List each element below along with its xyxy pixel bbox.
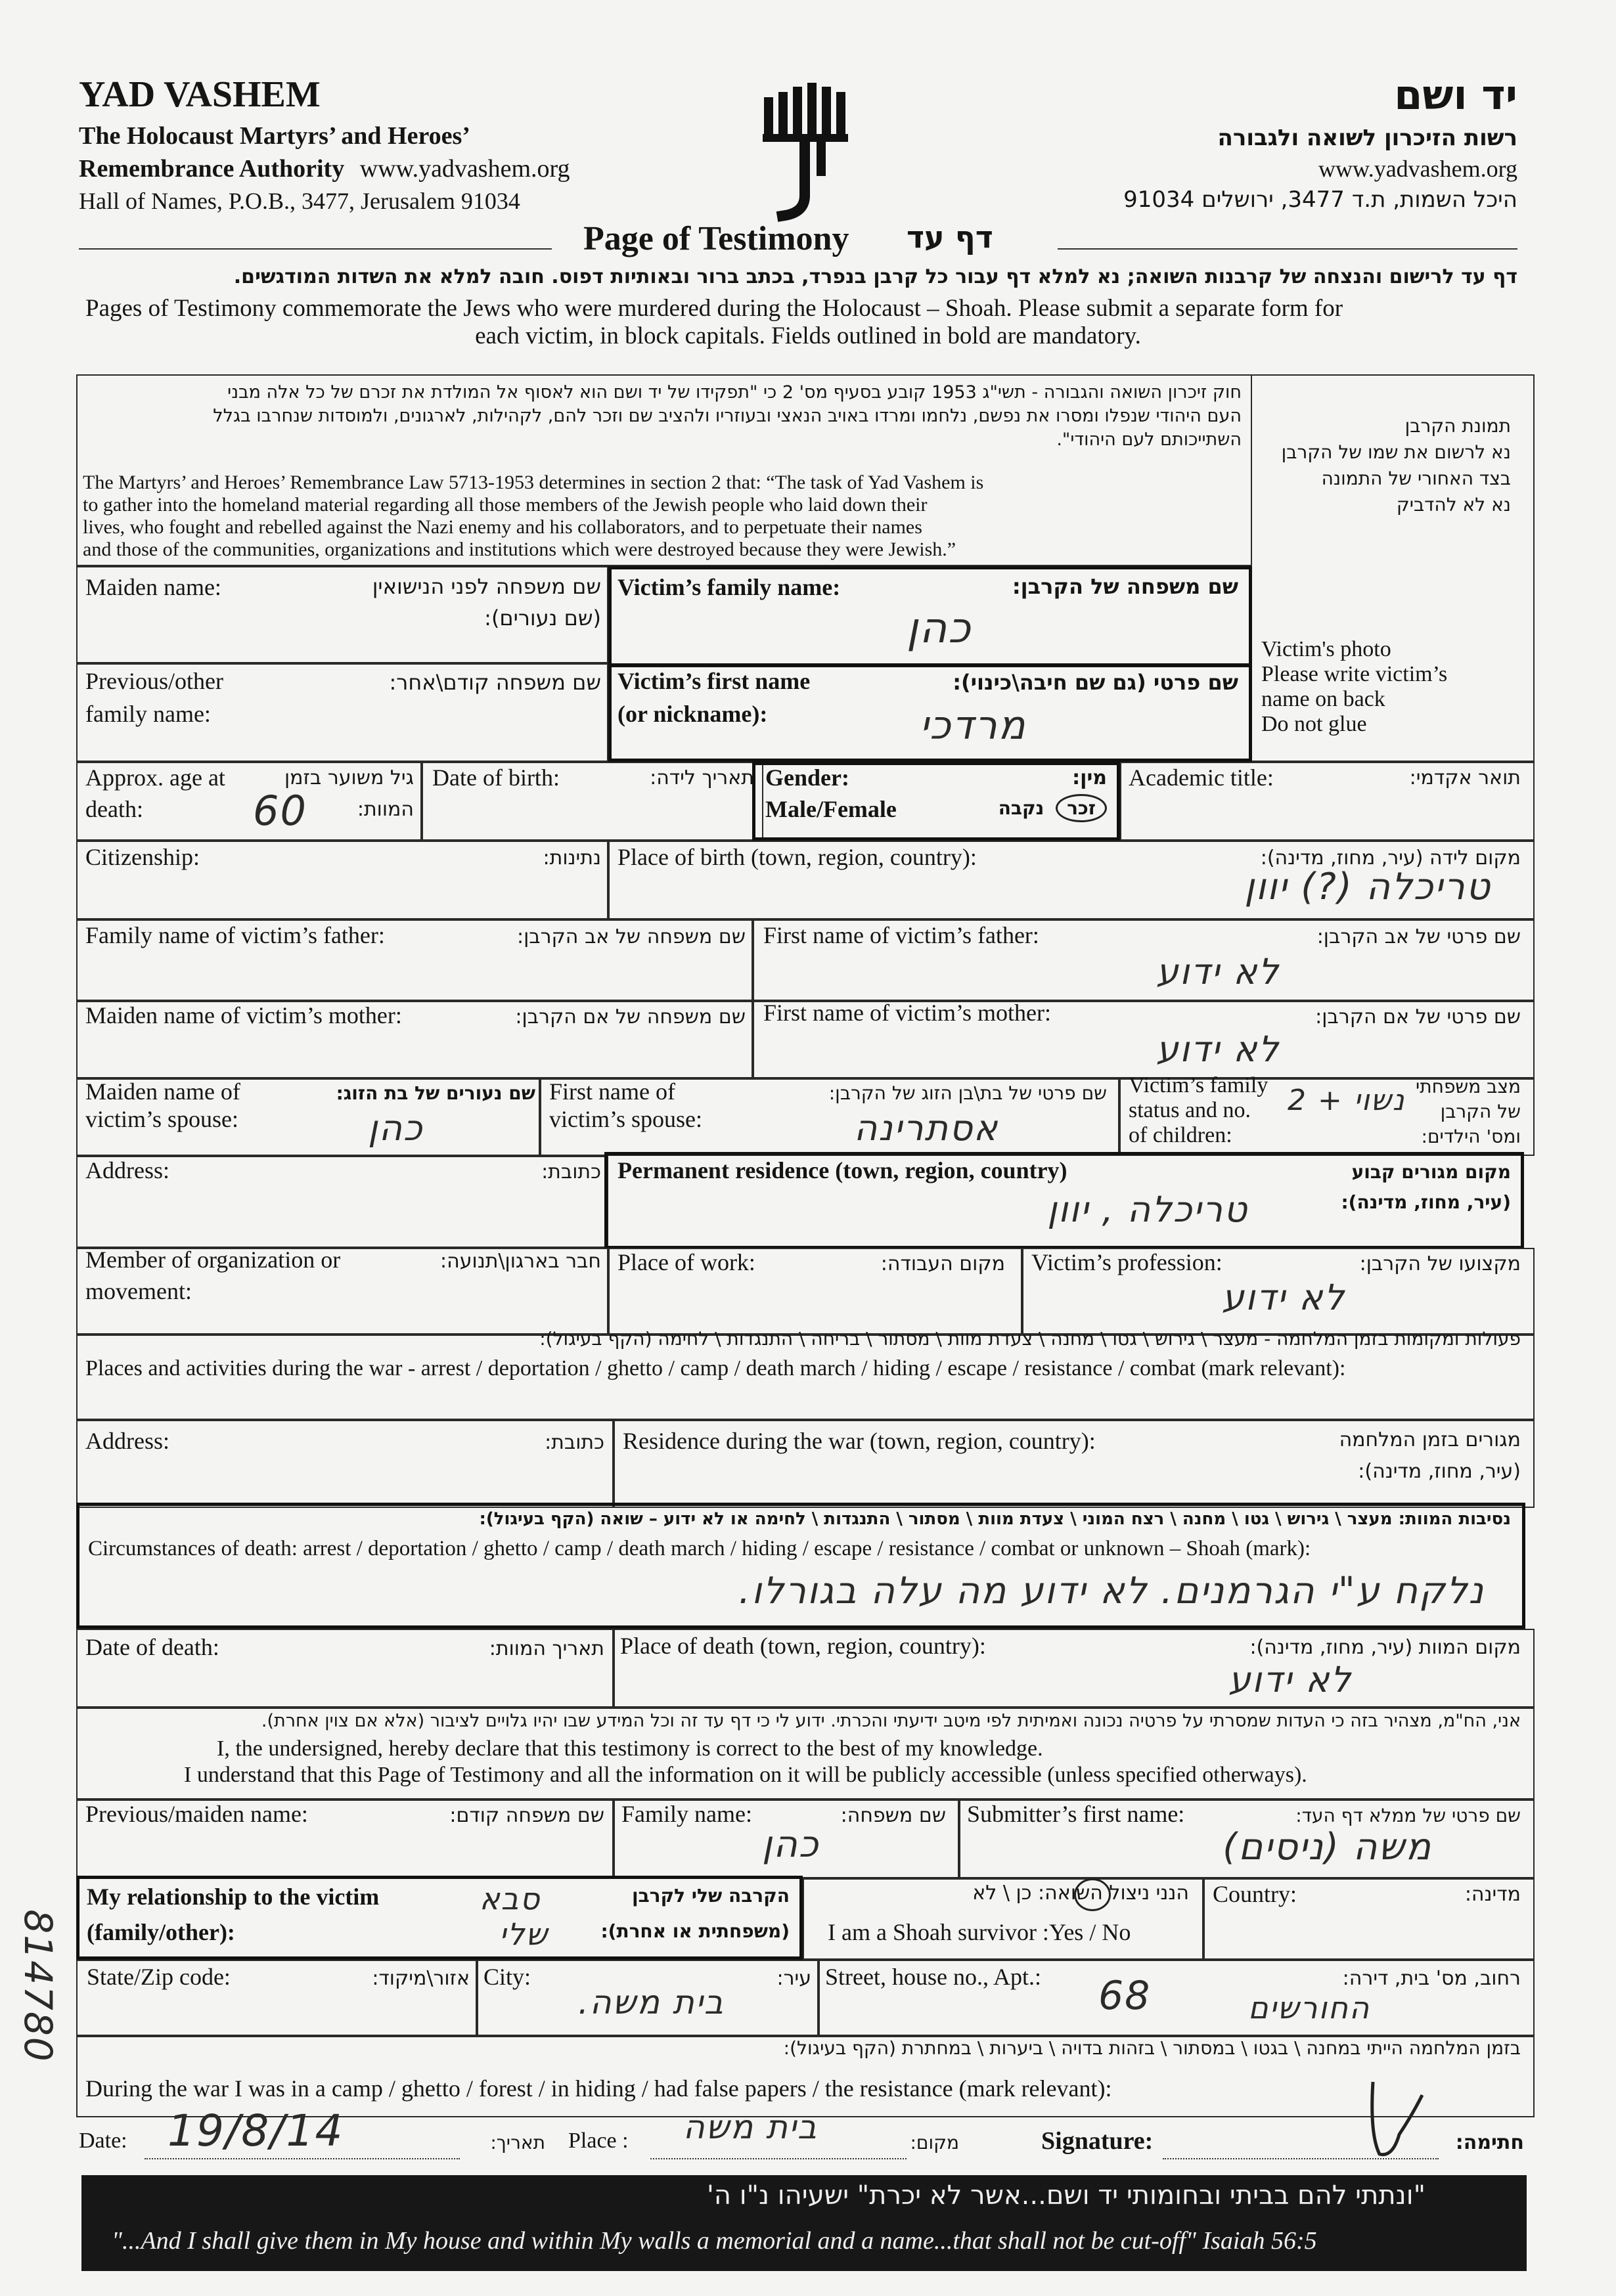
death-circumstances-en (88, 1534, 1311, 1563)
address-he: היכל השמות, ת.ד 3477, ירושלים 91034 (1123, 187, 1517, 213)
profession-label: Victim’s profession: (1031, 1249, 1223, 1275)
family-name-label: Victim’s family name: (617, 574, 841, 600)
age-label-1: Approx. age at (85, 764, 225, 791)
city-label: City: (483, 1964, 531, 1990)
academic-label: Academic title: (1129, 764, 1274, 791)
spouse-first-label-2: victim’s spouse: (549, 1106, 702, 1132)
family-status-label-3: of children: (1129, 1123, 1232, 1147)
organization-label-2: movement: (85, 1278, 192, 1304)
citizenship-he: נתינות: (543, 847, 601, 870)
street-label: Street, house no., Apt.: (825, 1964, 1041, 1990)
organization-label-1: Member of organization or (85, 1247, 341, 1273)
war-residence-he-2: (עיר, מחוז, מדינה): (1358, 1460, 1521, 1483)
law-en-4: and those of the communities, organizations and institutions which were destroyed because they were Jewish.” (83, 539, 956, 560)
spouse-maiden-label-1: Maiden name of (85, 1078, 240, 1105)
prev-family-label-1: Previous/other (85, 668, 223, 694)
residence-label: Permanent residence (town, region, country) (617, 1157, 1067, 1183)
relationship-he-2: (משפחתית או אחרת): (600, 1920, 790, 1942)
law-en-3: lives, who fought and rebelled against the Nazi enemy and his collaborators, and to perpetuate their names (83, 516, 922, 538)
family-status-he-1: מצב משפחתי (1415, 1076, 1521, 1097)
mother-maiden-he: שם משפחה של אם הקרבן: (515, 1005, 746, 1028)
page-title-en: Page of Testimony (583, 220, 849, 257)
academic-he: תואר אקדמי: (1409, 766, 1521, 789)
war-address-he: כתובת: (545, 1431, 604, 1454)
profession-value: לא ידוע (1222, 1277, 1346, 1318)
death-place-label: Place of death (town, region, country): (620, 1633, 986, 1659)
city-he: עיר: (776, 1967, 811, 1990)
title-rule-left (79, 248, 552, 250)
photo-he-3: בצד האחורי של התמונה (1321, 468, 1511, 489)
death-circumstances-en-text: Circumstances of death: arrest / deportation / ghetto / camp / death march / hiding / escape / resistance / combat or unknown – Shoah (mark): (88, 1537, 1311, 1560)
profession-he: מקצועו של הקרבן: (1359, 1252, 1521, 1275)
gender-male-option[interactable]: זכר (1056, 794, 1107, 822)
submitter-prev-label: Previous/maiden name: (85, 1801, 308, 1827)
relationship-label-2: (family/other): (87, 1919, 235, 1945)
residence-he-2: (עיר, מחוז, מדינה): (1341, 1191, 1511, 1213)
title-rule-right (1058, 248, 1517, 250)
relationship-value-1: סבא (480, 1881, 541, 1916)
date-he: תאריך: (490, 2132, 545, 2153)
address-label: Address: (85, 1157, 169, 1183)
family-name-value: כהן (907, 604, 972, 653)
survivor-en: I am a Shoah survivor :Yes / No (828, 1919, 1131, 1945)
zip-he: אזור\מיקוד: (372, 1967, 470, 1990)
place-value: בית משה (683, 2108, 818, 2146)
spouse-maiden-label-2: victim’s spouse: (85, 1106, 238, 1132)
place-line (650, 2158, 907, 2159)
date-value: 19/8/14 (168, 2106, 344, 2156)
place-label: Place : (568, 2129, 629, 2153)
maiden-name-label: Maiden name: (85, 574, 221, 600)
family-status-value: נשוי + 2 (1288, 1084, 1406, 1117)
death-date-label: Date of death: (85, 1634, 219, 1660)
war-address-label: Address: (85, 1428, 169, 1454)
yad-vashem-logo (759, 77, 857, 229)
intro-en-1: Pages of Testimony commemorate the Jews who were murdered during the Holocaust – Shoah. Please submit a separate form for (85, 295, 1343, 322)
age-he-2: המוות: (357, 798, 414, 821)
residence-value: טריכלה , יוון (1047, 1189, 1248, 1230)
signature-label: Signature: (1041, 2127, 1154, 2155)
intro-he: דף עד לרישום והנצחה של קרבנות השואה; נא למלא דף עבור כל קרבן בנפרד, בכתב ברור ובאותיות דפוס. חובה למלא את השדות המודגשים. (233, 265, 1517, 288)
gender-label-2: Male/Female (765, 796, 897, 822)
maiden-name-he-2: (שם נעורים): (484, 606, 601, 630)
death-circumstances-he: נסיבות המוות: מעצר \ גירוש \ גטו \ מחנה \ רצח המוני \ צעדת מוות \ מסתור \ התנגדות \ לחימה או לא ידוע – שואה (הקף בעיגול): (479, 1509, 1511, 1529)
law-en-2: to gather into the homeland material regarding all those members of the Jewish people who laid down their (83, 494, 928, 516)
war-camp-en: During the war I was in a camp / ghetto / forest / in hiding / had false papers / the resistance (mark relevant): (85, 2075, 1112, 2102)
margin-archive-number: 814780 (16, 1909, 60, 2063)
intro-en-2: each victim, in block capitals. Fields outlined in bold are mandatory. (475, 322, 1141, 349)
declaration-he: אני, הח"מ, מצהיר בזה כי העדות שמסרתי על פרטיה נכונה ואמיתית לפי מיטב ידיעתי והכרתי. ידוע לי כי דף עד זה וכל המידע שבו יהיו גלויים לציבור (אלא אם צוין אחרת). (261, 1711, 1521, 1731)
authority-line-2-row (79, 154, 570, 183)
spouse-first-label-1: First name of (549, 1078, 675, 1105)
first-name-he: שם פרטי (גם שם חיבה\כינוי): (953, 670, 1238, 695)
gender-label-1: Gender: (765, 764, 849, 791)
birthplace-label: Place of birth (town, region, country): (617, 844, 977, 870)
war-residence-label: Residence during the war (town, region, country): (623, 1428, 1096, 1454)
spouse-maiden-he: שם נעורים של בת הזוג: (336, 1082, 535, 1104)
age-he-1: גיל משוער בזמן (284, 766, 414, 789)
war-camp-he: בזמן המלחמה הייתי במחנה \ בגטו \ במסתור \ בזהות בדויה \ ביערות \ במחתרת (הקף בעיגול): (783, 2037, 1521, 2059)
spouse-maiden-value: כהן (368, 1107, 424, 1149)
declaration-en-2: I understand that this Page of Testimony and all the information on it will be publicly accessible (unless specified otherways). (184, 1763, 1307, 1787)
address-he: כתובת: (541, 1160, 601, 1183)
residence-he-1: מקום מגורים קבוע (1351, 1161, 1511, 1183)
signature-he: חתימה: (1455, 2131, 1524, 2154)
spouse-first-value: אסתרינה (854, 1107, 999, 1149)
prev-family-label-2: family name: (85, 701, 211, 727)
submitter-first-label: Submitter’s first name: (967, 1801, 1185, 1827)
submitter-family-label: Family name: (621, 1801, 752, 1827)
death-place-value: לא ידוע (1228, 1659, 1353, 1700)
org-name-en: YAD VASHEM (79, 74, 321, 115)
law-he-1: חוק זיכרון השואה והגבורה - תשי"ג 1953 קובע בסעיף מס' 2 כי "תפקידו של יד ושם הוא לאסוף אל המולדת את זכרם של כל אלה מבני (227, 382, 1242, 403)
law-he-3: השתייכותם לעם היהודי". (1056, 430, 1242, 450)
organization-he: חבר בארגון\תנועה: (440, 1250, 601, 1273)
birthplace-he: מקום לידה (עיר, מחוז, מדינה): (1260, 847, 1521, 870)
age-label-2: death: (85, 796, 143, 822)
street-number-value: 68 (1098, 1973, 1152, 2019)
first-name-label-2: (or nickname): (617, 701, 768, 727)
law-he-2: העם היהודי שנפלו ומסרו את נפשם, נלחמו ומרדו באויב הנאצי ובעוזריו ולהציב שם וזכר להם, לקהילות, לארגונים, ולמוסדות שנחרבו בגלל (213, 406, 1242, 426)
photo-en-2: Please write victim’s (1261, 662, 1448, 686)
footer-quote-en: "...And I shall give them in My house and within My walls a memorial and a name...that shall not be cut-off" Isaiah 56:5 (112, 2227, 1317, 2255)
mother-first-value: לא ידוע (1156, 1028, 1280, 1070)
family-status-he-3: ומס' הילדים: (1421, 1126, 1521, 1147)
father-family-label: Family name of victim’s father: (85, 922, 385, 948)
war-residence-he-1: מגורים בזמן המלחמה (1339, 1428, 1521, 1451)
citizenship-label: Citizenship: (85, 844, 200, 870)
photo-en-1: Victim's photo (1261, 637, 1391, 661)
age-value: 60 (253, 787, 307, 835)
date-line (145, 2158, 460, 2159)
work-label: Place of work: (617, 1249, 755, 1275)
declaration-en-1: I, the undersigned, hereby declare that this testimony is correct to the best of my knowledge. (217, 1736, 1043, 1761)
mother-maiden-label: Maiden name of victim’s mother: (85, 1002, 402, 1028)
place-he: מקום: (910, 2132, 959, 2153)
family-status-he-2: של הקרבן (1440, 1101, 1521, 1122)
photo-he-1: תמונת הקרבן (1404, 415, 1511, 437)
relationship-label-1: My relationship to the victim (87, 1884, 380, 1910)
website-en: www.yadvashem.org (359, 155, 570, 183)
death-place-he: מקום המוות (עיר, מחוז, מדינה): (1249, 1636, 1521, 1659)
spouse-first-he: שם פרטי של בת\בן הזוג של הקרבן: (828, 1082, 1107, 1104)
birthplace-value: טריכלה (?) יוון (1244, 866, 1491, 908)
gender-options (999, 797, 1107, 819)
father-first-value: לא ידוע (1156, 951, 1280, 992)
father-first-he: שם פרטי של אב הקרבן: (1316, 925, 1521, 948)
prev-family-he: שם משפחה קודם\אחר: (389, 670, 601, 695)
photo-he-2: נא לרשום את שמו של הקרבן (1281, 441, 1511, 463)
relationship-value-2: שלי (499, 1916, 549, 1952)
country-he: מדינה: (1464, 1883, 1521, 1906)
death-date-he: תאריך המוות: (489, 1637, 604, 1660)
street-he: רחוב, מס' בית, דירה: (1342, 1967, 1521, 1990)
authority-line-1: The Holocaust Martyrs’ and Heroes’ (79, 122, 470, 150)
relationship-he-1: הקרבה שלי לקרבן (631, 1885, 790, 1907)
zip-label: State/Zip code: (87, 1964, 231, 1990)
war-places-en: Places and activities during the war - arrest / deportation / ghetto / camp / death march / hiding / escape / resistance / combat (mark relevant): (85, 1356, 1346, 1380)
father-family-he: שם משפחה של אב הקרבן: (516, 925, 746, 948)
footer-quote-he: "ונתתי להם בביתי ובחומותי יד ושם...אשר לא יכרת" ישעיהו נ"ו ה' (706, 2180, 1425, 2211)
death-circumstances-value: נלקח ע"י הגרמנים. לא ידוע מה עלה בגורלו. (738, 1570, 1485, 1612)
family-name-he: שם משפחה של הקרבן: (1012, 574, 1238, 599)
survivor-he: הנני ניצול השואה: כן \ לא (972, 1882, 1189, 1905)
family-status-label-2: status and no. (1129, 1098, 1251, 1122)
authority-line-2: Remembrance Authority (79, 155, 345, 183)
submitter-first-value: משה (ניסים) (1223, 1826, 1432, 1868)
city-value: בית משה. (578, 1983, 725, 2021)
submitter-family-value: כהן (762, 1823, 820, 1866)
mother-first-he: שם פרטי של אם הקרבן: (1315, 1005, 1521, 1028)
gender-female-option[interactable]: נקבה (998, 797, 1044, 819)
war-places-he: פעולות ומקומות בזמן המלחמה - מעצר \ גירוש \ גטו \ מחנה \ צעדת מוות \ מסתור \ בריחה \ התנגדות \ לחימה (הקף בעיגול): (539, 1328, 1521, 1350)
submitter-first-he: שם פרטי של ממלא דף העד: (1295, 1805, 1521, 1826)
survivor-yes-circle[interactable] (1074, 1878, 1111, 1911)
gender-he: מין: (1072, 766, 1107, 789)
page-title-he: דף עד (907, 219, 993, 255)
dob-he: תאריך לידה: (650, 766, 754, 789)
address-en: Hall of Names, P.O.B., 3477, Jerusalem 91034 (79, 188, 520, 214)
country-label: Country: (1213, 1881, 1297, 1907)
website-he: www.yadvashem.org (1318, 156, 1517, 182)
org-name-he: יד ושם (1394, 71, 1517, 119)
work-he: מקום העבודה: (880, 1252, 1005, 1275)
submitter-family-he: שם משפחה: (840, 1804, 946, 1827)
first-name-label-1: Victim’s first name (617, 668, 811, 694)
dob-label: Date of birth: (432, 764, 560, 791)
street-name-value: החורשים (1248, 1990, 1371, 2025)
submitter-prev-he: שם משפחה קודם: (449, 1804, 604, 1827)
family-status-label-1: Victim’s family (1129, 1073, 1268, 1097)
first-name-value: מרדכי (920, 703, 1027, 749)
photo-he-4: נא לא להדביק (1396, 494, 1511, 516)
mother-first-label: First name of victim’s mother: (763, 1000, 1051, 1026)
authority-he: רשות הזיכרון לשואה ולגבורה (1217, 125, 1517, 151)
photo-en-4: Do not glue (1261, 712, 1367, 736)
maiden-name-he-1: שם משפחה לפני הנישואין (372, 574, 601, 599)
father-first-label: First name of victim’s father: (763, 922, 1039, 948)
photo-en-3: name on back (1261, 687, 1385, 711)
law-en-1: The Martyrs’ and Heroes’ Remembrance Law 5713-1953 determines in section 2 that: “The task of Yad Vashem is (83, 472, 984, 493)
date-label: Date: (79, 2129, 127, 2153)
signature-mark[interactable] (1353, 2075, 1439, 2161)
